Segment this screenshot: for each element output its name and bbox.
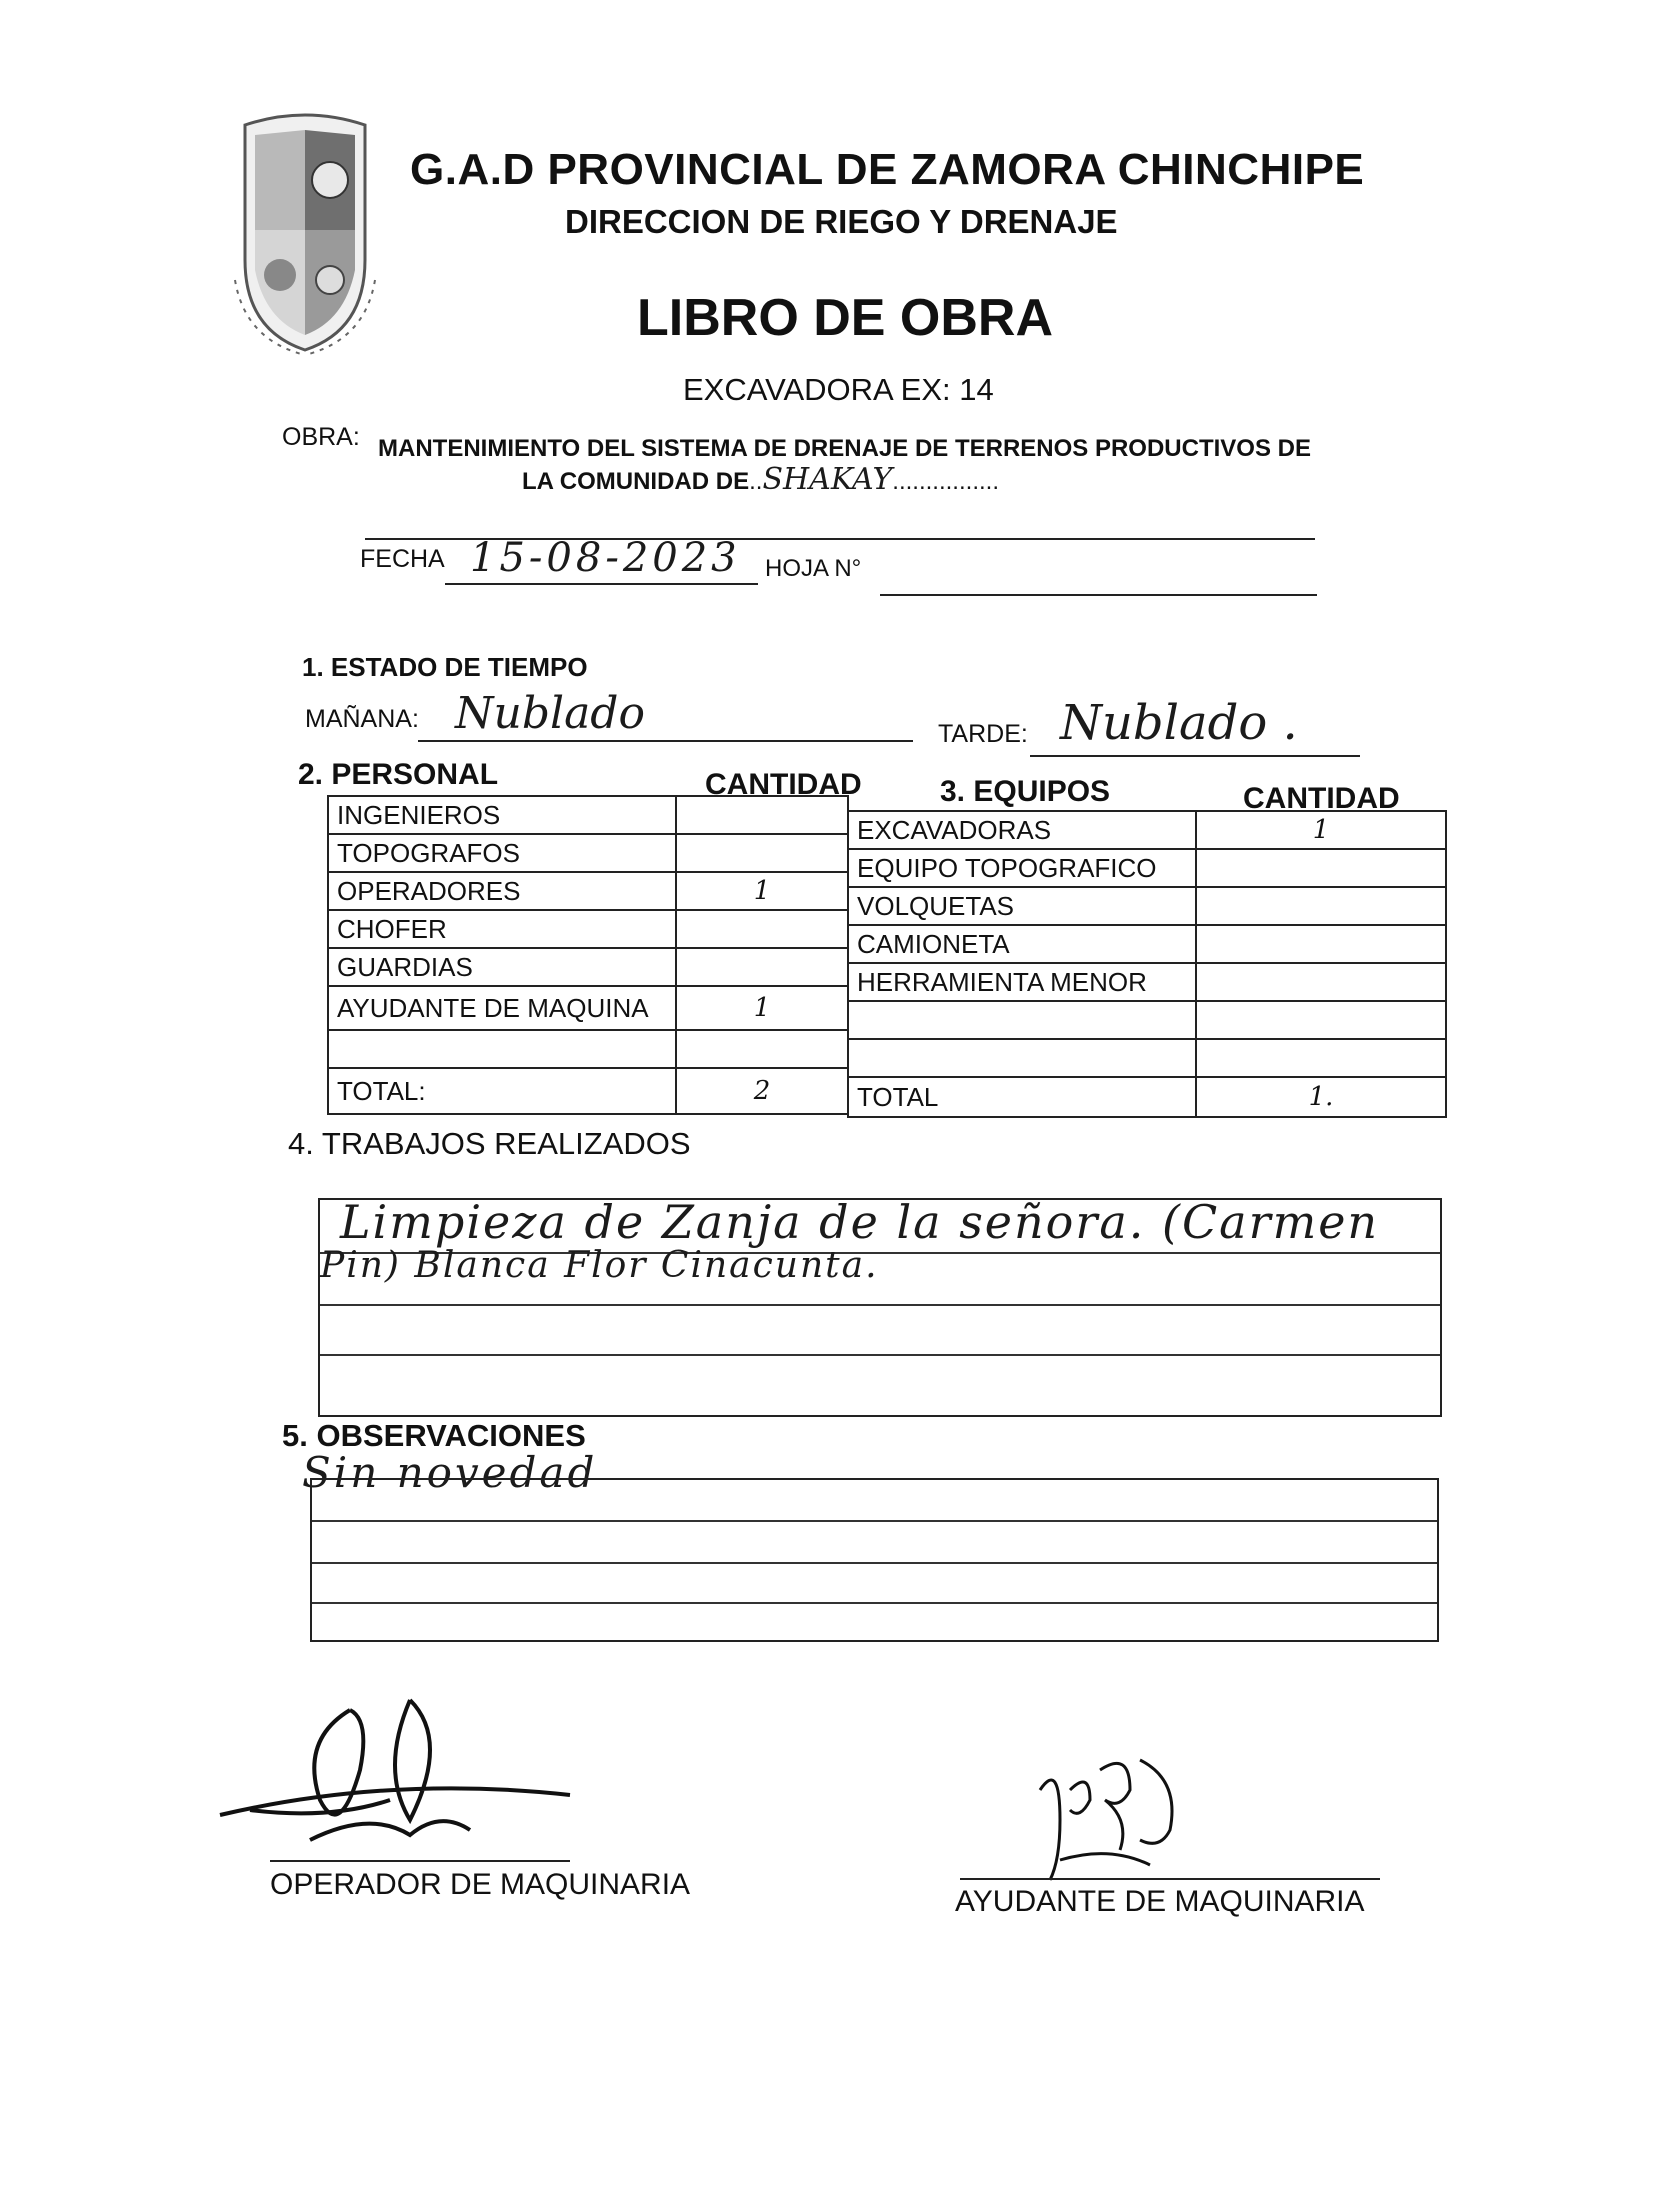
personal-label: OPERADORES — [328, 872, 676, 910]
table-row — [848, 849, 1446, 887]
operador-signature — [210, 1680, 590, 1860]
dots-before: .. — [749, 468, 763, 495]
personal-cantidad-header: CANTIDAD — [705, 768, 862, 801]
obra-label: OBRA: — [282, 423, 360, 451]
personal-qty: 1 — [676, 986, 848, 1030]
machine-label: EXCAVADORA EX: 14 — [683, 372, 994, 407]
table-row — [848, 925, 1446, 963]
tiempo-heading: 1. ESTADO DE TIEMPO — [302, 652, 588, 682]
comunidad-value: SHAKAY — [762, 462, 893, 497]
table-row — [328, 872, 848, 910]
personal-qty — [676, 910, 848, 948]
equipos-label: VOLQUETAS — [848, 887, 1196, 925]
observaciones-box — [310, 1478, 1439, 1642]
ayudante-signature-line — [960, 1878, 1380, 1880]
table-row — [328, 986, 848, 1030]
trabajos-line2: Pin) Blanca Flor Cinacunta. — [320, 1245, 879, 1286]
equipos-qty — [1196, 963, 1446, 1001]
personal-label: CHOFER — [328, 910, 676, 948]
tarde-label: TARDE: — [938, 720, 1028, 748]
trabajos-line1: Limpieza de Zanja de la señora. (Carmen — [340, 1195, 1380, 1249]
manana-value: Nublado — [455, 688, 645, 739]
fecha-underline — [445, 583, 758, 585]
document-title: LIBRO DE OBRA — [637, 289, 1053, 347]
table-row — [328, 796, 848, 834]
equipos-label: EQUIPO TOPOGRAFICO — [848, 849, 1196, 887]
department-title: DIRECCION DE RIEGO Y DRENAJE — [565, 203, 1118, 240]
equipos-total-qty: 1. — [1196, 1077, 1446, 1117]
personal-qty — [676, 796, 848, 834]
equipos-label: EXCAVADORAS — [848, 811, 1196, 849]
equipos-label — [848, 1039, 1196, 1077]
operador-label: OPERADOR DE MAQUINARIA — [270, 1868, 691, 1901]
personal-total-qty: 2 — [676, 1068, 848, 1114]
obra-text-line2 — [522, 462, 999, 497]
personal-label: INGENIEROS — [328, 796, 676, 834]
equipos-table — [847, 810, 1447, 1118]
equipos-label: HERRAMIENTA MENOR — [848, 963, 1196, 1001]
manana-label: MAÑANA: — [305, 705, 419, 733]
table-row — [328, 910, 848, 948]
table-row — [848, 1001, 1446, 1039]
personal-heading: 2. PERSONAL — [298, 758, 499, 791]
observaciones-text: Sin novedad — [302, 1448, 598, 1497]
observaciones-heading: 5. OBSERVACIONES — [282, 1418, 586, 1453]
personal-label — [328, 1030, 676, 1068]
table-row — [328, 1068, 848, 1114]
equipos-heading: 3. EQUIPOS — [940, 775, 1111, 808]
personal-label: GUARDIAS — [328, 948, 676, 986]
equipos-qty — [1196, 1039, 1446, 1077]
fecha-value: 15-08-2023 — [470, 535, 741, 581]
hoja-underline — [880, 594, 1317, 596]
fecha-label: FECHA — [360, 545, 445, 573]
equipos-cantidad-header: CANTIDAD — [1243, 782, 1400, 815]
dots-after: ................ — [892, 468, 999, 495]
personal-qty: 1 — [676, 872, 848, 910]
table-row — [328, 1030, 848, 1068]
obra-text-line1: MANTENIMIENTO DEL SISTEMA DE DRENAJE DE TERRENOS PRODUCTIVOS DE — [378, 435, 1311, 462]
personal-qty — [676, 948, 848, 986]
ayudante-label: AYUDANTE DE MAQUINARIA — [955, 1885, 1365, 1918]
equipos-label — [848, 1001, 1196, 1039]
tarde-value: Nublado . — [1060, 695, 1298, 751]
trabajos-heading: 4. TRABAJOS REALIZADOS — [288, 1126, 691, 1161]
equipos-qty — [1196, 849, 1446, 887]
equipos-qty — [1196, 1001, 1446, 1039]
personal-label: TOPOGRAFOS — [328, 834, 676, 872]
personal-qty — [676, 1030, 848, 1068]
table-row — [848, 963, 1446, 1001]
equipos-qty — [1196, 925, 1446, 963]
table-row — [848, 811, 1446, 849]
equipos-total-label: TOTAL — [848, 1077, 1196, 1117]
table-row — [848, 1039, 1446, 1077]
table-row — [328, 948, 848, 986]
operador-signature-line — [270, 1860, 570, 1862]
tarde-underline — [1030, 755, 1360, 757]
personal-total-label: TOTAL: — [328, 1068, 676, 1114]
personal-table — [327, 795, 849, 1115]
table-row — [848, 887, 1446, 925]
equipos-qty: 1 — [1196, 811, 1446, 849]
org-title: G.A.D PROVINCIAL DE ZAMORA CHINCHIPE — [410, 145, 1365, 194]
equipos-label: CAMIONETA — [848, 925, 1196, 963]
table-row — [328, 834, 848, 872]
ayudante-signature — [1020, 1750, 1220, 1890]
hoja-label: HOJA N° — [765, 555, 862, 582]
manana-underline — [418, 740, 913, 742]
equipos-qty — [1196, 887, 1446, 925]
personal-qty — [676, 834, 848, 872]
personal-label: AYUDANTE DE MAQUINA — [328, 986, 676, 1030]
provincial-seal — [225, 110, 385, 355]
comunidad-label: LA COMUNIDAD DE — [522, 468, 750, 495]
table-row — [848, 1077, 1446, 1117]
